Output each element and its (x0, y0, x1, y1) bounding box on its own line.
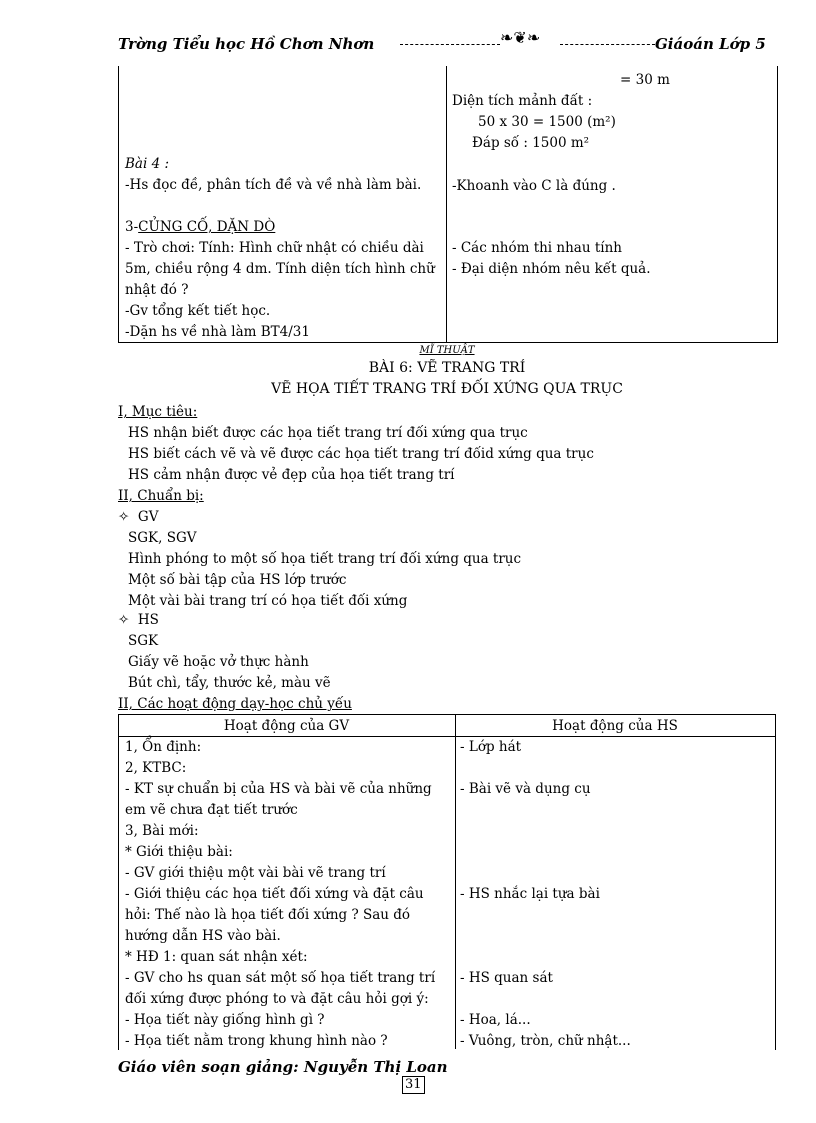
hs-item: Giấy vẽ hoặc vở thực hành (128, 654, 309, 670)
hs-group: ✧ HS (118, 612, 159, 628)
gv-activity-line: - GV cho hs quan sát một số họa tiết trang trí (125, 970, 436, 986)
gv-activity-line: 1, Ổn định: (125, 739, 202, 755)
right-cell-line: - Đại diện nhóm nêu kết quả. (452, 261, 651, 277)
objective-item: HS cảm nhận được vẻ đẹp của họa tiết trang trí (128, 467, 455, 483)
hs-activity-line: - Vuông, tròn, chữ nhật... (460, 1033, 631, 1049)
gv-activity-line: - Họa tiết này giống hình gì ? (125, 1012, 325, 1028)
gv-item: Một vài bài trang trí có họa tiết đối xứng (128, 593, 408, 609)
gv-activity-line: - KT sự chuẩn bị của HS và bài vẽ của những (125, 781, 432, 797)
gv-activity-line: 2, KTBC: (125, 760, 187, 776)
preparation-heading: II, Chuẩn bị: (118, 488, 204, 504)
gv-activity-line: hỏi: Thế nào là họa tiết đối xứng ? Sau đó (125, 907, 411, 923)
gv-activity-line: hướng dẫn HS vào bài. (125, 928, 281, 944)
game-text: - Trò chơi: Tính: Hình chữ nhật có chiều dài (125, 240, 424, 256)
game-text: nhật đó ? (125, 282, 189, 298)
right-cell-line: - Các nhóm thi nhau tính (452, 240, 622, 256)
gv-activity-line: - Họa tiết nằm trong khung hình nào ? (125, 1033, 388, 1049)
activities-table-divider (455, 714, 456, 1049)
header-divider-left (400, 44, 500, 45)
gv-item: Hình phóng to một số họa tiết trang trí đối xứng qua trục (128, 551, 522, 567)
lesson-title: BÀI 6: VẼ TRANG TRÍ (368, 360, 526, 376)
diamond-bullet-icon: ✧ (118, 612, 130, 628)
section-3-heading: 3-CỦNG CỐ, DẶN DÒ (125, 219, 276, 235)
exercise-4-label: Bài 4 : (125, 156, 170, 172)
continuation-table-divider (446, 66, 447, 342)
hs-activity-line: - Hoa, lá... (460, 1012, 531, 1028)
gv-item: Một số bài tập của HS lớp trước (128, 572, 347, 588)
header-divider-right (560, 44, 655, 45)
lesson-subtitle: VẼ HỌA TIẾT TRANG TRÍ ĐỐI XỨNG QUA TRỤC (271, 381, 623, 397)
objective-item: HS nhận biết được các họa tiết trang trí đối xứng qua trục (128, 425, 528, 441)
right-cell-line: = 30 m (620, 72, 670, 88)
gv-item: SGK, SGV (128, 530, 197, 546)
gv-group: ✧ GV (118, 509, 159, 525)
gv-activity-line: - GV giới thiệu một vài bài vẽ trang trí (125, 865, 386, 881)
hs-activity-line: - Bài vẽ và dụng cụ (460, 781, 591, 797)
hs-item: Bút chì, tẩy, thước kẻ, màu vẽ (128, 675, 331, 691)
summary-text: -Gv tổng kết tiết học. (125, 303, 271, 319)
right-cell-line: Đáp số : 1500 m² (472, 135, 590, 151)
gv-activity-line: - Giới thiệu các họa tiết đối xứng và đặt câu (125, 886, 424, 902)
gv-activity-line: 3, Bài mới: (125, 823, 199, 839)
right-cell-line: Diện tích mảnh đất : (452, 93, 593, 109)
hs-activity-line: - HS nhắc lại tựa bài (460, 886, 600, 902)
column-header-gv: Hoạt động của GV (223, 718, 350, 734)
game-text: 5m, chiều rộng 4 dm. Tính diện tích hình chữ (125, 261, 435, 277)
gv-activity-line: * Giới thiệu bài: (125, 844, 233, 860)
ornament-icon: ❧❦❧ (500, 28, 541, 47)
exercise-4-text: -Hs đọc đề, phân tích đề và về nhà làm bài. (125, 177, 422, 193)
gv-activity-line: em vẽ chưa đạt tiết trước (125, 802, 298, 818)
homework-text: -Dặn hs về nhà làm BT4/31 (125, 324, 310, 340)
right-cell-line: 50 x 30 = 1500 (m²) (478, 114, 616, 130)
column-header-hs: Hoạt động của HS (552, 718, 678, 734)
diamond-bullet-icon: ✧ (118, 509, 130, 525)
page-number: 31 (402, 1076, 425, 1094)
subject-label: MĨ THUẬT (419, 345, 475, 356)
hs-activity-line: - Lớp hát (460, 739, 522, 755)
hs-activity-line: - HS quan sát (460, 970, 553, 986)
gv-activity-line: * HĐ 1: quan sát nhận xét: (125, 949, 308, 965)
objective-item: HS biết cách vẽ và vẽ được các họa tiết trang trí đốid xứng qua trục (128, 446, 594, 462)
objectives-heading: I, Mục tiêu: (118, 404, 198, 420)
teacher-signature: Giáo viên soạn giảng: Nguyễn Thị Loan (118, 1058, 448, 1076)
right-cell-line: -Khoanh vào C là đúng . (452, 178, 616, 194)
hs-item: SGK (128, 633, 159, 649)
plan-title: Giáoán Lớp 5 (655, 35, 766, 53)
school-name: Trờng Tiểu học Hồ Chơn Nhơn (118, 35, 375, 53)
activities-heading: II, Các hoạt động dạy-học chủ yếu (118, 696, 352, 712)
gv-activity-line: đối xứng được phóng to và đặt câu hỏi gợi ý: (125, 991, 429, 1007)
